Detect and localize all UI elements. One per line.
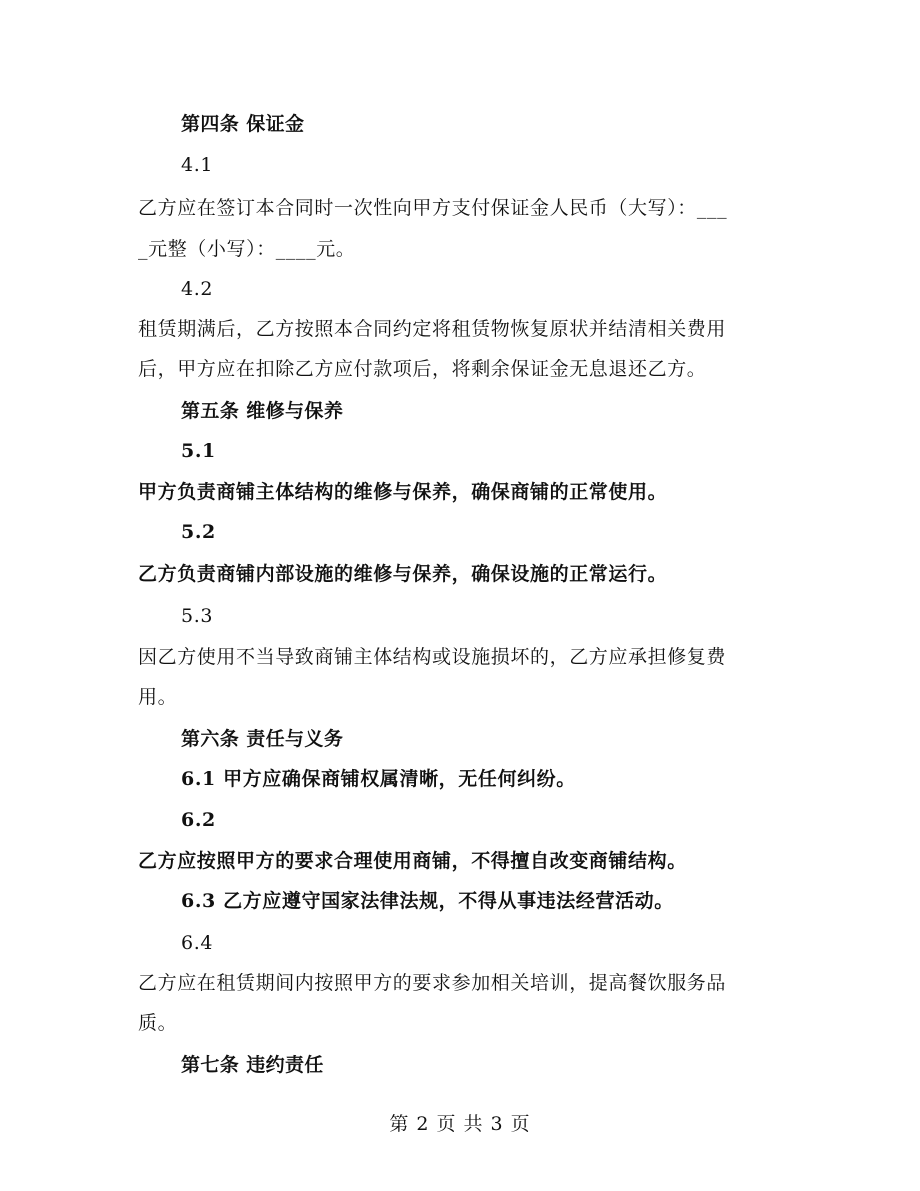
clause-6-4-text-line2: 质。 [138, 1012, 178, 1034]
clause-6-4-number: 6.4 [181, 932, 214, 954]
article6-heading: 第六条 责任与义务 [181, 728, 344, 750]
clause-4-1-text-line1: 乙方应在签订本合同时一次性向甲方支付保证金人民币（大写）：___ [138, 197, 728, 219]
clause-5-3-text-line1: 因乙方使用不当导致商铺主体结构或设施损坏的，乙方应承担修复费 [138, 646, 727, 668]
clause-4-1-number: 4.1 [181, 154, 214, 176]
clause-5-2-text: 乙方负责商铺内部设施的维修与保养，确保设施的正常运行。 [138, 563, 668, 585]
clause-5-3-text-line2: 用。 [138, 686, 178, 708]
article7-heading: 第七条 违约责任 [181, 1054, 324, 1076]
clause-5-1-text: 甲方负责商铺主体结构的维修与保养，确保商铺的正常使用。 [138, 481, 668, 503]
clause-6-4-text-line1: 乙方应在租赁期间内按照甲方的要求参加相关培训，提高餐饮服务品 [138, 972, 727, 994]
clause-4-2-number: 4.2 [181, 278, 214, 300]
clause-6-2-number: 6.2 [181, 809, 216, 831]
clause-6-1-text: 6.1 甲方应确保商铺权属清晰，无任何纠纷。 [181, 768, 576, 790]
page-number-footer: 第 2 页 共 3 页 [389, 1113, 531, 1135]
clause-5-2-number: 5.2 [181, 521, 216, 543]
clause-6-3-text: 6.3 乙方应遵守国家法律法规，不得从事违法经营活动。 [181, 890, 674, 912]
article5-heading: 第五条 维修与保养 [181, 400, 344, 422]
clause-5-3-number: 5.3 [181, 605, 214, 627]
clause-4-2-text-line2: 后，甲方应在扣除乙方应付款项后，将剩余保证金无息退还乙方。 [138, 358, 707, 380]
clause-6-2-text: 乙方应按照甲方的要求合理使用商铺，不得擅自改变商铺结构。 [138, 850, 687, 872]
clause-4-1-text-line2: _元整（小写）：____元。 [138, 238, 356, 260]
article4-heading: 第四条 保证金 [181, 113, 305, 135]
clause-5-1-number: 5.1 [181, 440, 216, 462]
clause-4-2-text-line1: 租赁期满后，乙方按照本合同约定将租赁物恢复原状并结清相关费用 [138, 318, 727, 340]
